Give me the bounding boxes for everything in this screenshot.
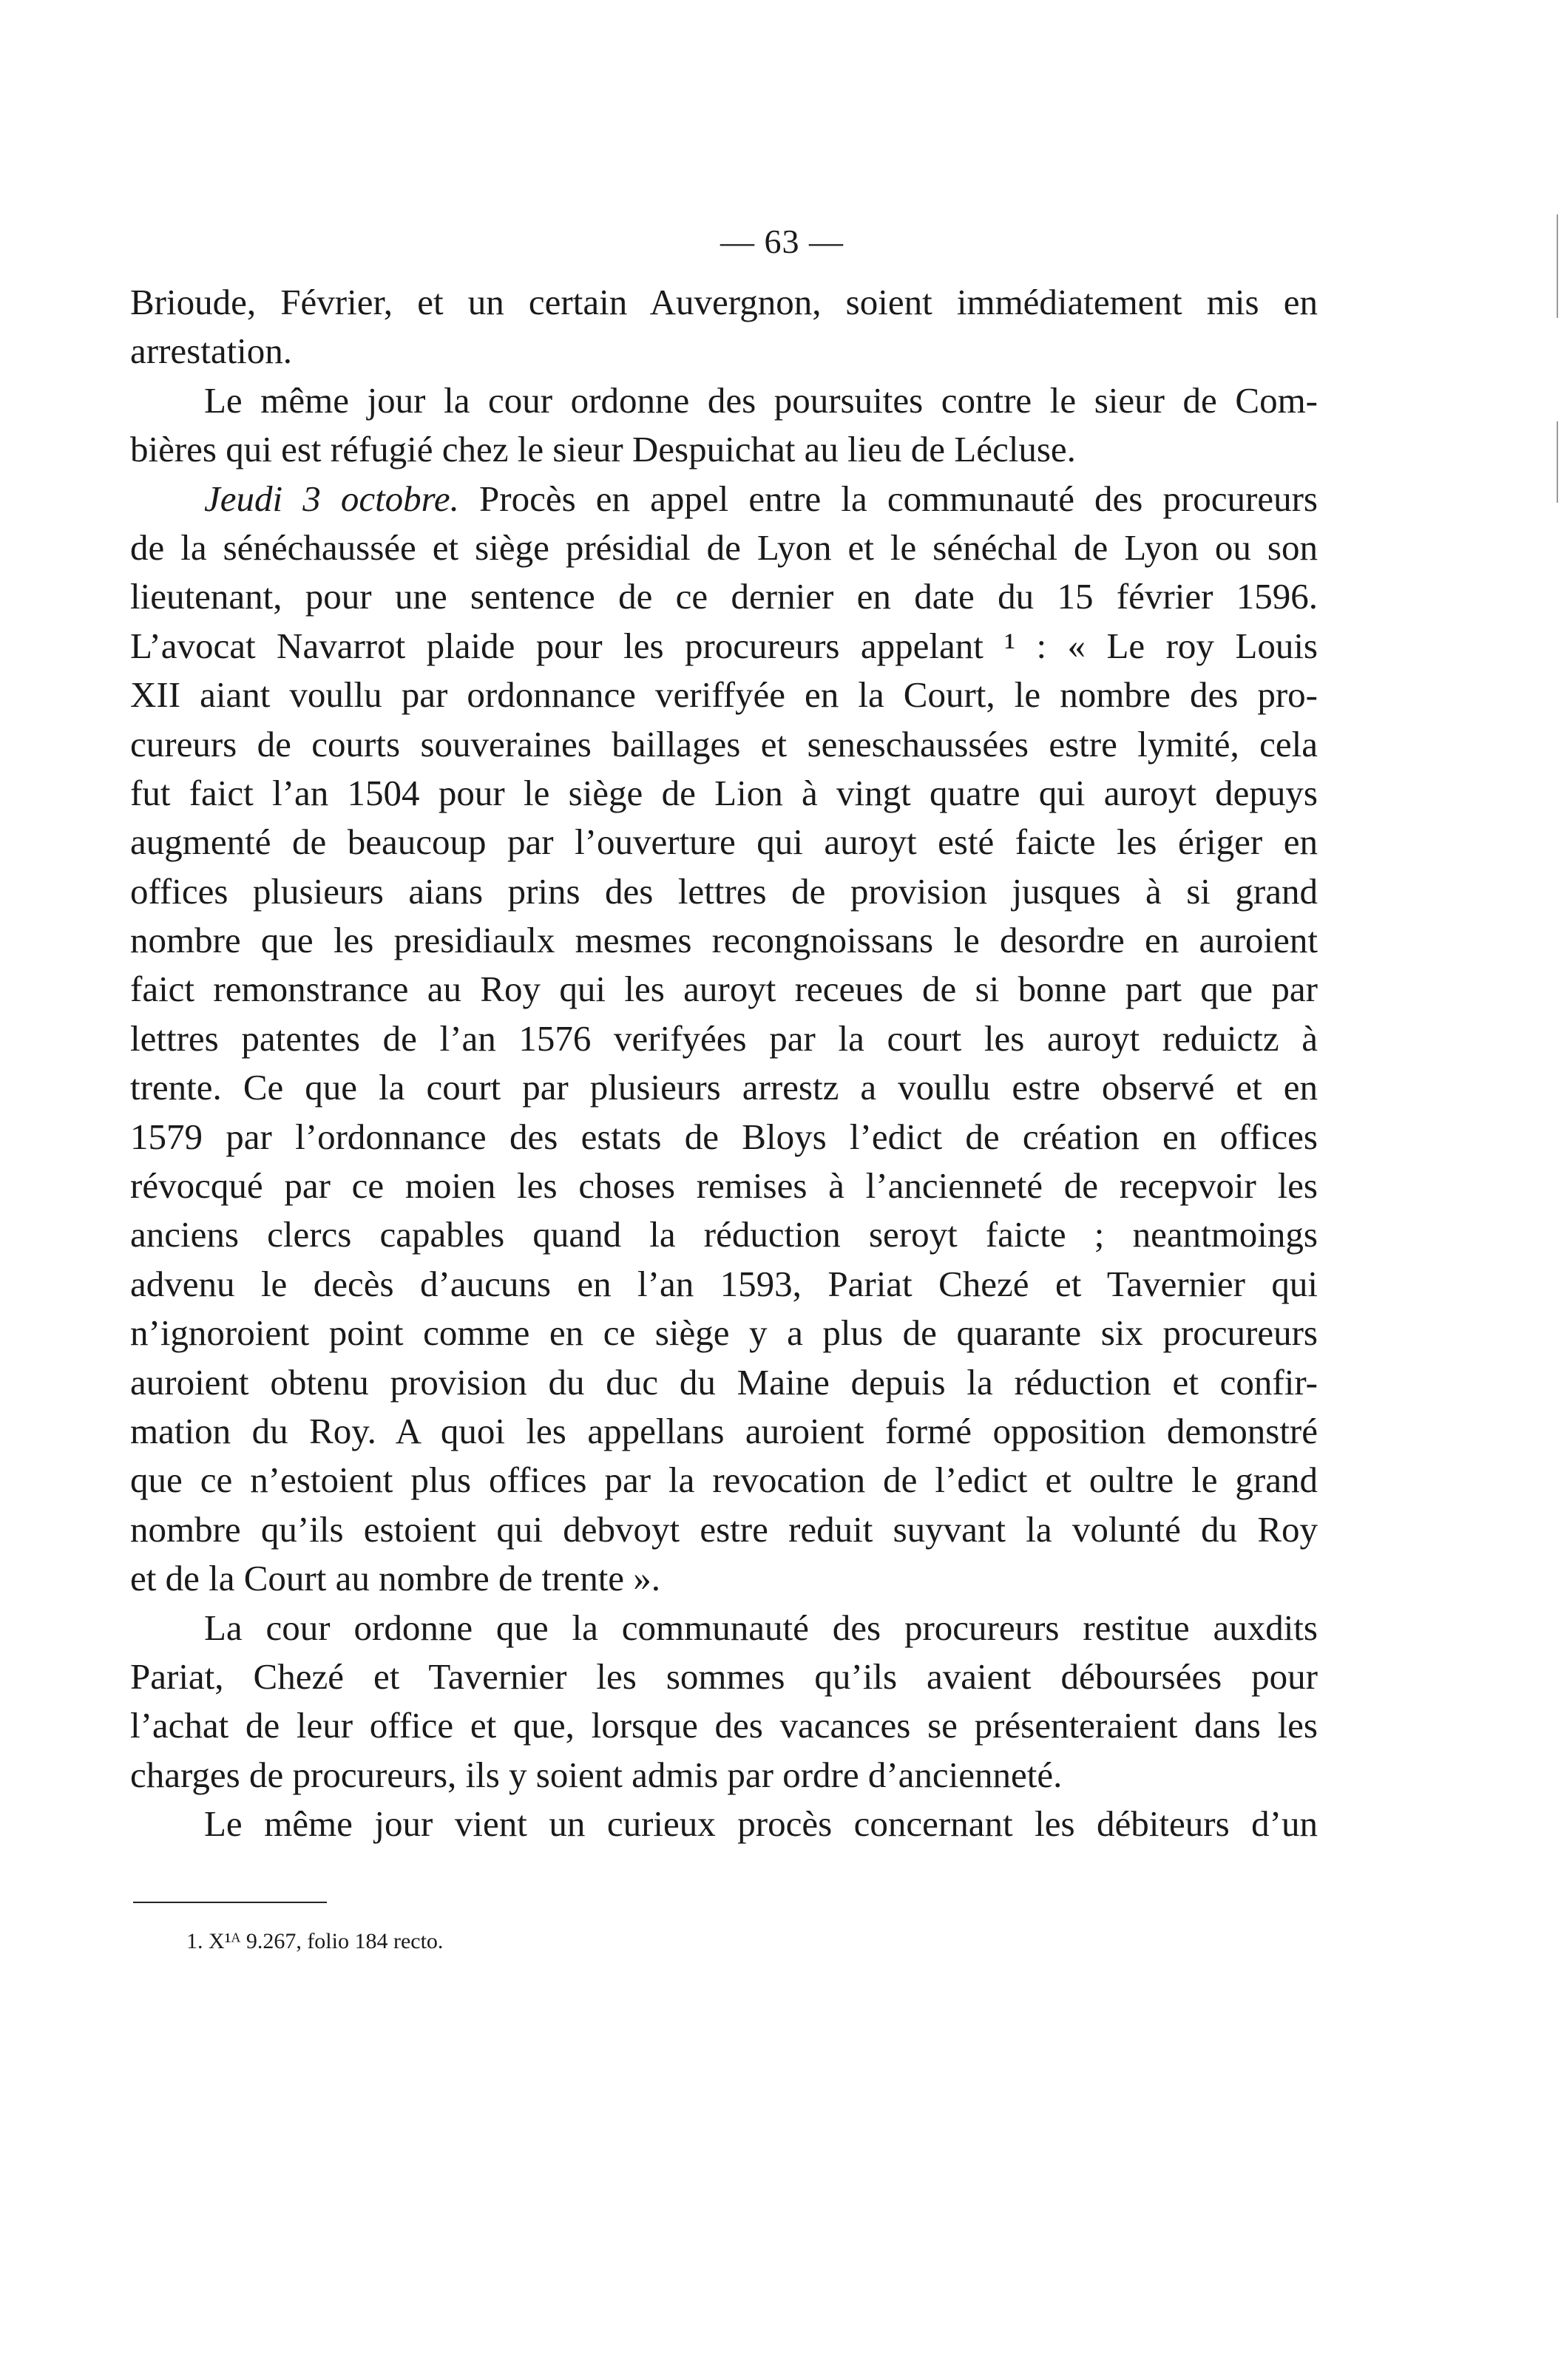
- line-text: faict remonstrance au Roy qui les auroyt receues de si bonne part que par: [130, 969, 1318, 1010]
- text-line: [130, 965, 1318, 1014]
- scan-edge-mark: [1557, 421, 1558, 503]
- line-text: L’avocat Navarrot plaide pour les procureurs appelant ¹ : « Le roy Louis: [130, 625, 1318, 666]
- line-text: La cour ordonne que la communauté des procureurs restitue auxdits: [204, 1607, 1318, 1648]
- text-line: [130, 1652, 1318, 1701]
- line-text: charges de procureurs, ils y soient admis par ordre d’ancienneté.: [130, 1754, 1063, 1795]
- text-line: [130, 1407, 1318, 1456]
- text-line: [130, 1554, 1318, 1603]
- text-line: [130, 1358, 1318, 1407]
- line-text: lettres patentes de l’an 1576 verifyées par la court les auroyt reduictz à: [130, 1017, 1318, 1059]
- line-text: trente. Ce que la court par plusieurs arrestz a voullu estre observé et en: [130, 1067, 1318, 1108]
- line-text: et de la Court au nombre de trente ».: [130, 1558, 661, 1599]
- line-text: arrestation.: [130, 330, 293, 372]
- text-line: [130, 1309, 1318, 1357]
- line-text: l’achat de leur office et que, lorsque des vacances se présenteraient dans les: [130, 1705, 1318, 1746]
- line-text: nombre qu’ils estoient qui debvoyt estre reduit suyvant la volunté du Roy: [130, 1508, 1318, 1550]
- line-text: mation du Roy. A quoi les appellans auroient formé opposition demonstré: [130, 1410, 1318, 1451]
- text-line: [130, 1014, 1318, 1063]
- text-line: [130, 327, 1318, 376]
- text-line: [130, 1800, 1318, 1848]
- page-number: — 63 —: [720, 223, 844, 260]
- text-line: [130, 720, 1318, 769]
- line-text: lieutenant, pour une sentence de ce dernier en date du 15 février 1596.: [130, 576, 1318, 617]
- line-text: bières qui est réfugié chez le sieur Despuichat au lieu de Lécluse.: [130, 429, 1076, 470]
- text-line: [130, 1751, 1318, 1800]
- line-text: fut faict l’an 1504 pour le siège de Lion à vingt quatre qui auroyt depuys: [130, 772, 1318, 813]
- line-text: que ce n’estoient plus offices par la revocation de l’edict et oultre le grand: [130, 1459, 1318, 1501]
- scan-edge-mark: [1557, 214, 1558, 318]
- line-text: Le même jour vient un curieux procès concernant les débiteurs d’un: [204, 1803, 1318, 1845]
- text-line: [130, 867, 1318, 916]
- body-text: [130, 278, 1318, 1849]
- text-line: [130, 769, 1318, 818]
- line-text: augmenté de beaucoup par l’ouverture qui auroyt esté faicte les ériger en: [130, 821, 1318, 863]
- text-line: [130, 1604, 1318, 1652]
- text-line: [130, 425, 1318, 474]
- line-text: anciens clercs capables quand la réduction seroyt faicte ; neantmoings: [130, 1214, 1318, 1255]
- text-line: [130, 278, 1318, 327]
- text-line: [130, 523, 1318, 572]
- line-text: Brioude, Février, et un certain Auvergnon, soient immédiatement mis en: [130, 282, 1318, 322]
- line-text: nombre que les presidiaulx mesmes recongnoissans le desordre en auroient: [130, 920, 1318, 961]
- text-line: [130, 1505, 1318, 1554]
- text-line: [130, 622, 1318, 671]
- text-line: [130, 475, 1318, 523]
- text-line: [130, 1113, 1318, 1162]
- text-line: [130, 1210, 1318, 1259]
- line-text: XII aiant voullu par ordonnance veriffyée en la Court, le nombre des pro-: [130, 674, 1318, 716]
- footnote: 1. X¹ᴬ 9.267, folio 184 recto.: [186, 1929, 444, 1953]
- text-line: [130, 1260, 1318, 1309]
- text-line: [130, 1456, 1318, 1505]
- text-line: [130, 376, 1318, 425]
- line-text: Le même jour la cour ordonne des poursuites contre le sieur de Com-: [204, 379, 1318, 421]
- line-text: de la sénéchaussée et siège présidial de Lyon et le sénéchal de Lyon ou son: [130, 526, 1318, 568]
- footnote-separator: [133, 1902, 327, 1903]
- text-line: [130, 818, 1318, 867]
- text-line: [130, 572, 1318, 621]
- line-text: révocqué par ce moien les choses remises à l’ancienneté de recepvoir les: [130, 1165, 1318, 1207]
- text-line: [130, 1162, 1318, 1210]
- text-line: [130, 1063, 1318, 1112]
- text-line: [130, 671, 1318, 719]
- line-text: advenu le decès d’aucuns en l’an 1593, Pariat Chezé et Tavernier qui: [130, 1263, 1318, 1304]
- date-heading: Jeudi 3 octobre.: [204, 478, 459, 519]
- text-line: [130, 1701, 1318, 1750]
- line-text: Pariat, Chezé et Tavernier les sommes qu’ils avaient déboursées pour: [130, 1655, 1318, 1697]
- line-text: n’ignoroient point comme en ce siège y a plus de quarante six procureurs: [130, 1312, 1318, 1354]
- line-text: auroient obtenu provision du duc du Maine depuis la réduction et confir-: [130, 1361, 1318, 1403]
- line-text: 1579 par l’ordonnance des estats de Bloys l’edict de création en offices: [130, 1116, 1318, 1157]
- line-text: cureurs de courts souveraines baillages et seneschaussées estre lymité, cela: [130, 723, 1318, 764]
- line-text: offices plusieurs aians prins des lettres de provision jusques à si grand: [130, 870, 1318, 912]
- text-line: [130, 916, 1318, 965]
- line-text: Procès en appel entre la communauté des procureurs: [458, 478, 1318, 519]
